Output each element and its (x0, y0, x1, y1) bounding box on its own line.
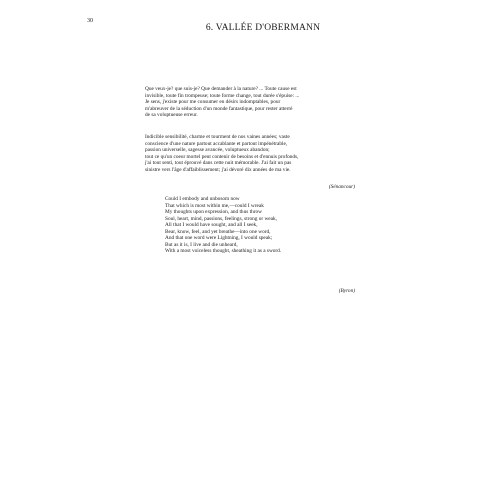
poem-line: My thoughts upon expression, and thus throw (165, 209, 262, 215)
prose-line: Que veux-je? que suis-je? Que demander à la nature? ... Toute cause est (145, 86, 297, 92)
poem-line: And that one word were Lightning, I would speak; (165, 235, 273, 241)
prose-paragraph-2 (145, 134, 360, 173)
prose-line: Je sens, j'existe pour me consumer en désirs indomptables, pour (145, 99, 281, 105)
poem-line: Bear, know, feel, and yet breathe—into one word, (165, 228, 271, 235)
attribution-senancour: (Sénancour) (328, 184, 355, 190)
poem-stanza (165, 196, 355, 255)
poem-line: All that I would have sought, and all I seek, (165, 222, 258, 228)
poem-line: Soul, heart, mind, passions, feelings, strong or weak, (165, 215, 277, 222)
prose-line: tout ce qu'un coeur mortel peut contenir de besoins et d'ennuis profonds, (145, 153, 299, 160)
prose-line: de sa voluptueuse erreur. (145, 112, 198, 118)
page-number: 30 (87, 18, 93, 24)
page-title: 6. VALLÉE D'OBERMANN (205, 23, 321, 33)
attribution-byron: (Byron) (338, 288, 355, 294)
poem-line: Could I embody and unbosom now (165, 196, 240, 202)
prose-line: invisible, toute fin trompeuse; toute forme change, tout durée s'épuise: ... (145, 92, 300, 99)
poem-line: With a most voiceless thought, sheathing it as a sword. (165, 248, 282, 254)
prose-line: conscience d'une nature partout accablante et partout impénétrable, (145, 140, 288, 147)
prose-line: j'ai tout senti, tout éprouvé dans cette nuit mémorable. J'ai fait un pas (145, 160, 292, 166)
prose-paragraph-1 (145, 86, 360, 119)
prose-line: m'abreuver de la séduction d'un monde fantastique, pour rester atterré (145, 105, 293, 112)
poem-line: But as it is, I live and die unheard, (165, 241, 238, 248)
prose-line: passion universelle, sagesse avancée, voluptueux abandon; (145, 147, 270, 153)
prose-line: Indicible sensibilité, charme et tourment de nos vaines années; vaste (145, 134, 290, 140)
poem-line: That which is most within me,—could I wreak (165, 202, 264, 209)
prose-line: sinistre vers l'âge d'affaiblissement; j'ai dévoré dix années de ma vie. (145, 166, 291, 173)
